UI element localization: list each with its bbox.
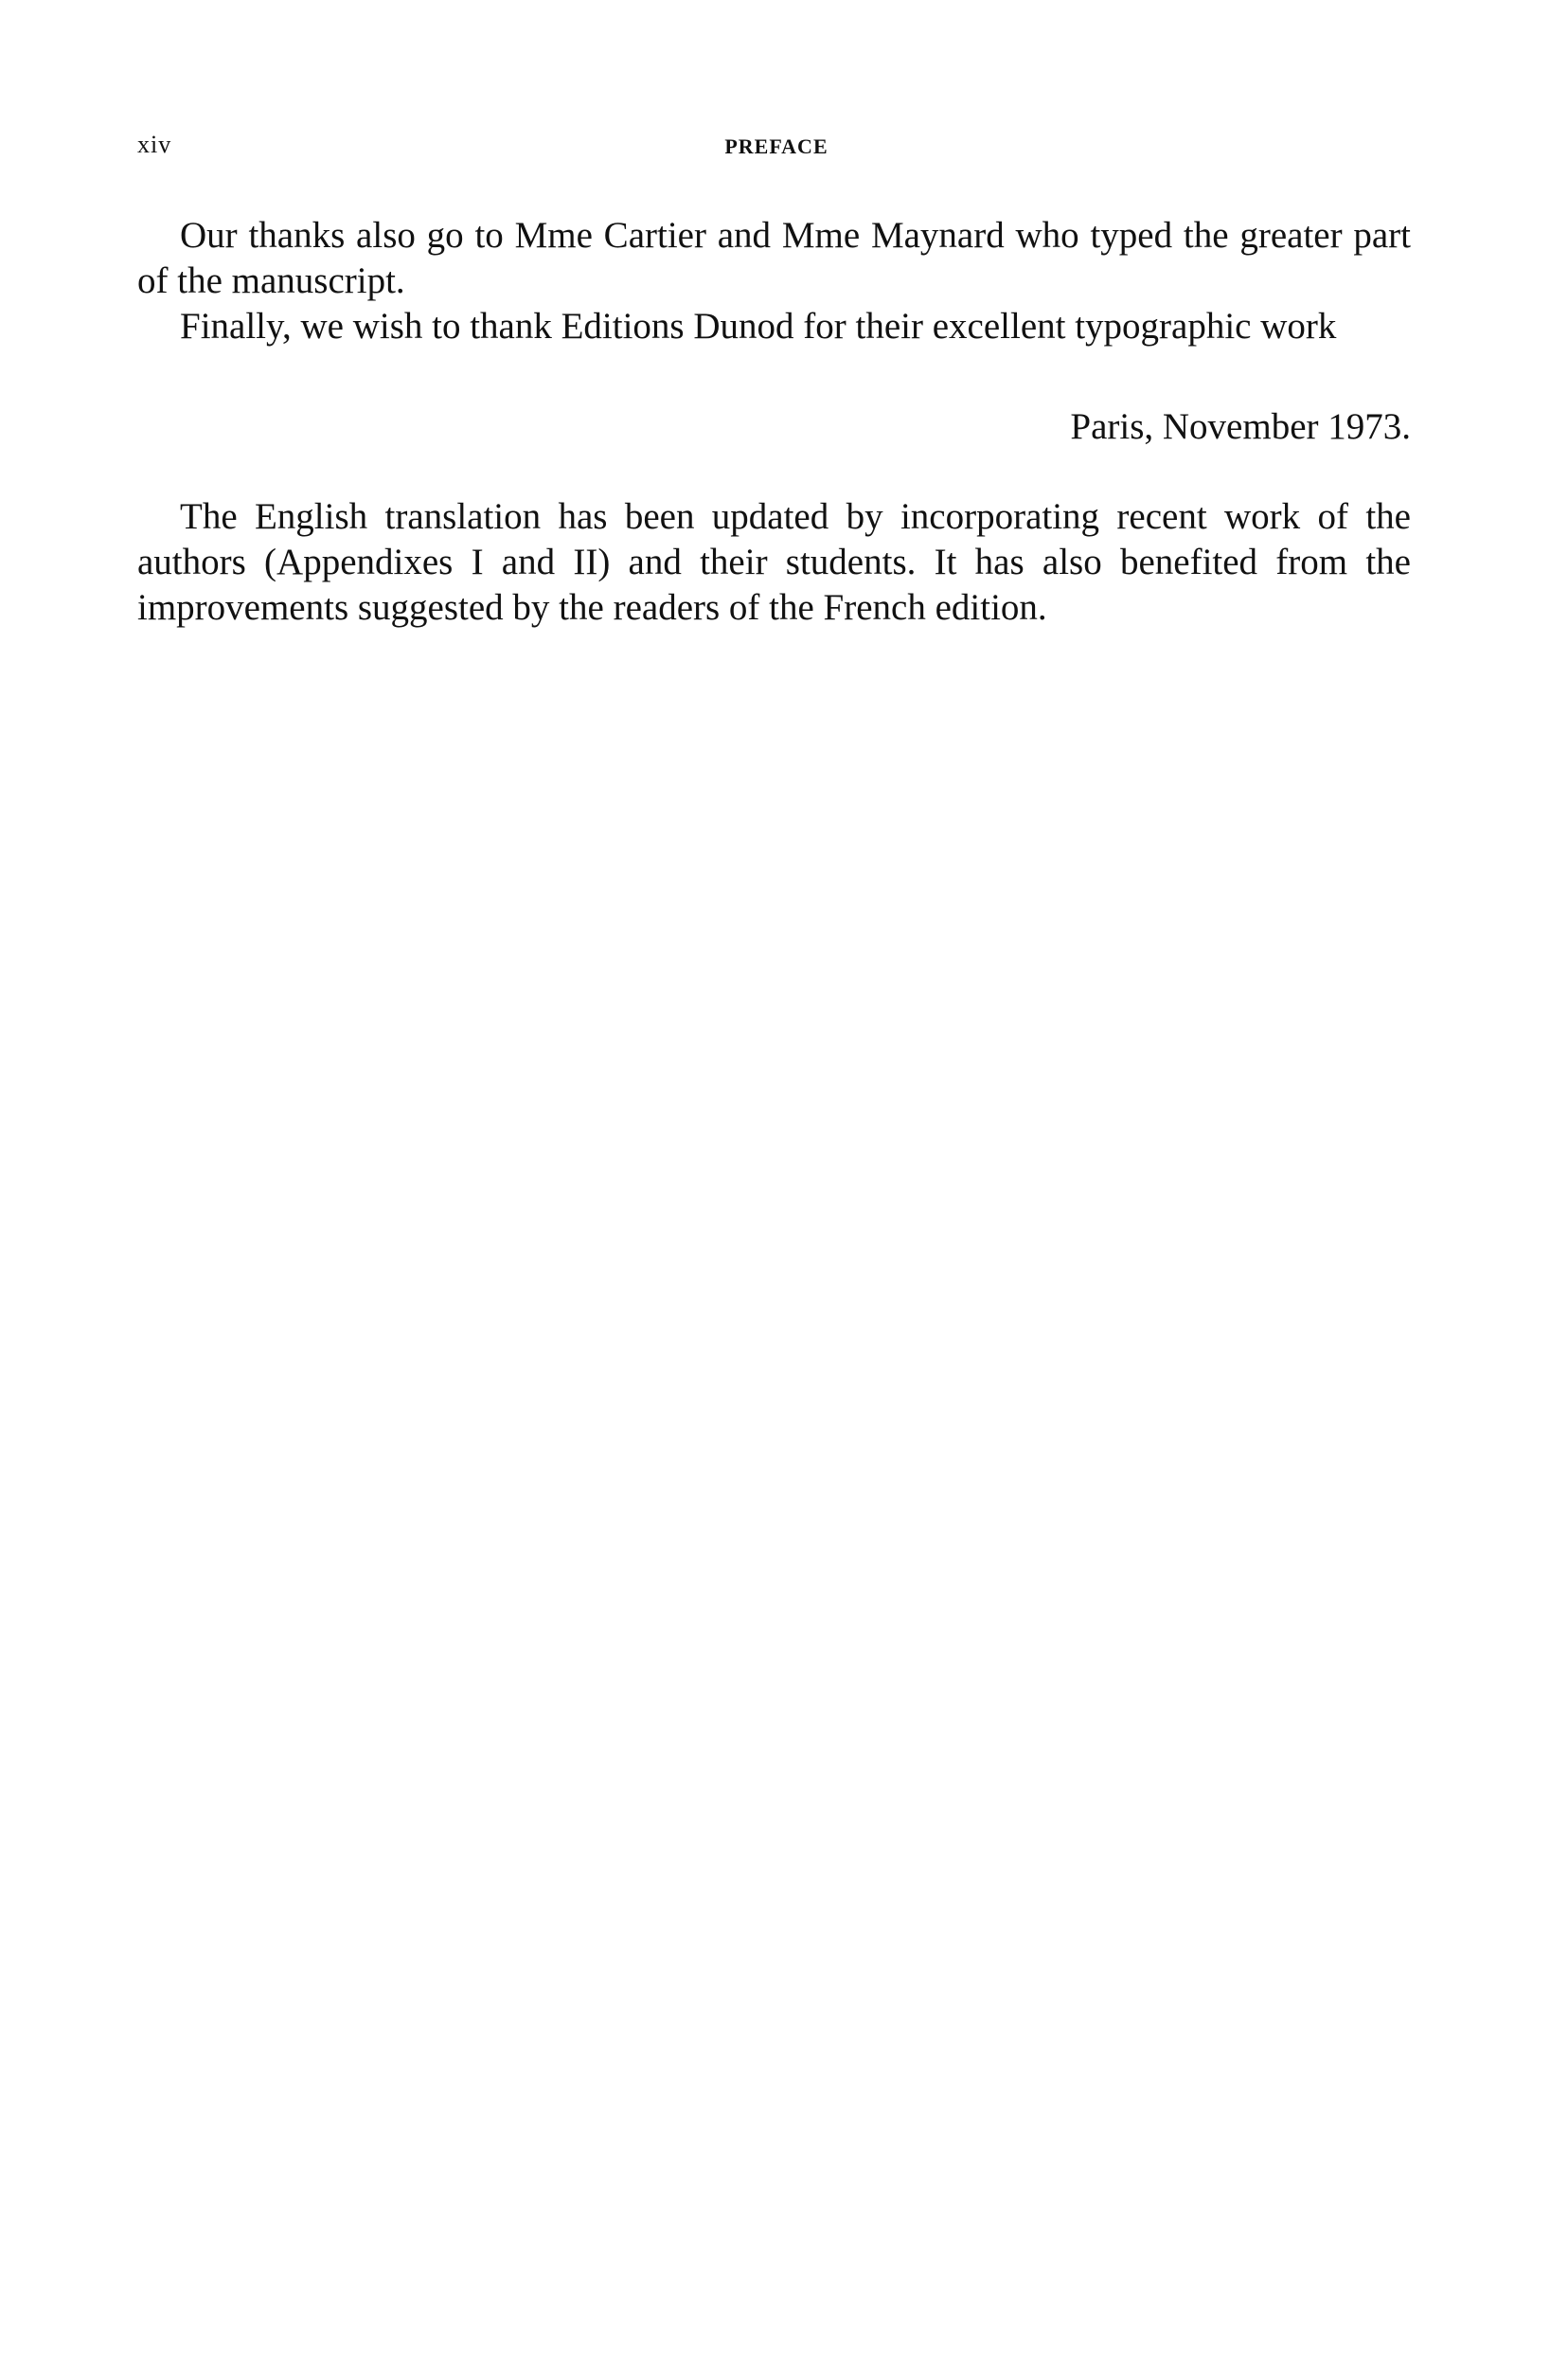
translation-note: The English translation has been updated by incorporating recent work of the authors (Appendixes I and II) and their students. It has also benefited from the improvements suggested by the readers of the French edition.	[137, 496, 1411, 628]
paragraph-thanks-publisher: Finally, we wish to thank Editions Dunod for their excellent typographic work	[180, 306, 1337, 347]
place-date-signature: Paris, November 1973.	[1070, 406, 1411, 447]
running-head	[137, 131, 1411, 169]
preface-body	[137, 213, 1411, 631]
page-number: xiv	[137, 131, 172, 158]
paragraph-thanks-typists: Our thanks also go to Mme Cartier and Mme Maynard who typed the greater part of the manuscript.	[137, 215, 1411, 301]
running-title: PREFACE	[724, 134, 829, 158]
